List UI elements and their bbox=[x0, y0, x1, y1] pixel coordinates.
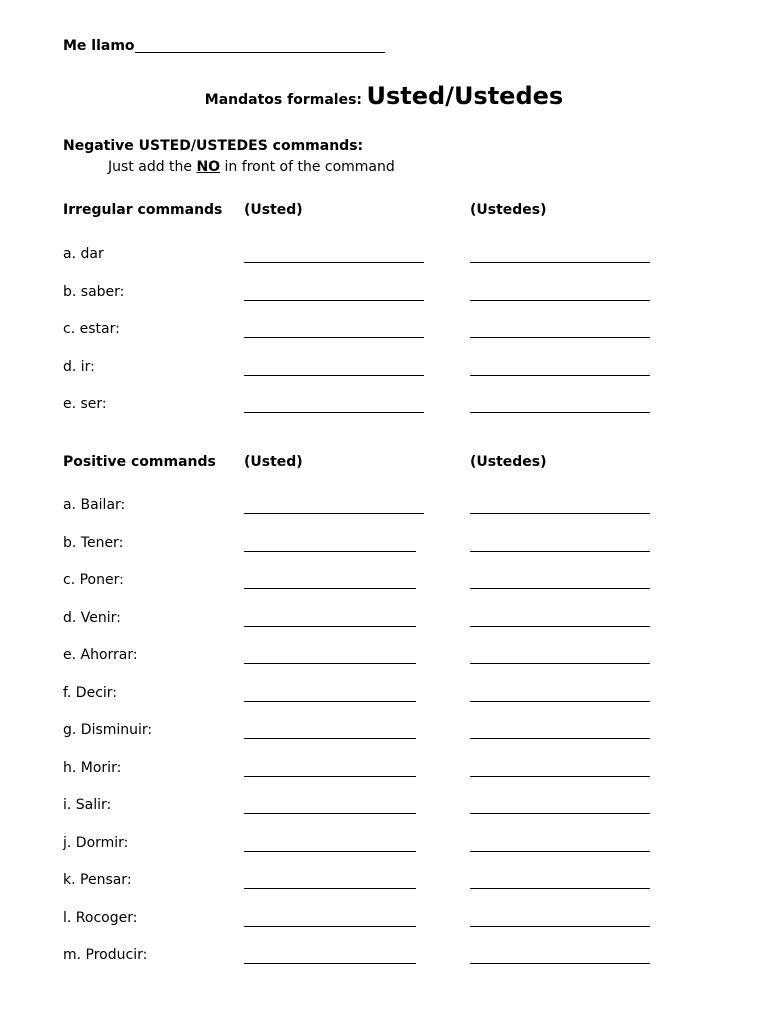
usted-answer-line[interactable] bbox=[244, 412, 424, 413]
usted-answer-line[interactable] bbox=[244, 588, 416, 589]
title-prefix: Mandatos formales: bbox=[204, 92, 363, 108]
usted-answer-line[interactable] bbox=[244, 851, 416, 852]
ustedes-answer-line[interactable] bbox=[470, 262, 650, 263]
item-label: j. Dormir: bbox=[63, 834, 129, 851]
usted-answer-line[interactable] bbox=[244, 776, 416, 777]
positive-col-ustedes: (Ustedes) bbox=[470, 454, 547, 470]
usted-answer-line[interactable] bbox=[244, 701, 416, 702]
ustedes-answer-line[interactable] bbox=[470, 300, 650, 301]
ustedes-answer-line[interactable] bbox=[470, 412, 650, 413]
item-label: g. Disminuir: bbox=[63, 722, 153, 738]
ustedes-answer-line[interactable] bbox=[470, 337, 650, 338]
usted-answer-line[interactable] bbox=[244, 375, 424, 376]
positive-col-usted: (Usted) bbox=[244, 454, 303, 470]
usted-answer-line[interactable] bbox=[244, 262, 424, 263]
item-label: b. saber: bbox=[63, 283, 125, 300]
ustedes-answer-line[interactable] bbox=[470, 926, 650, 927]
positive-heading: Positive commands bbox=[63, 454, 216, 470]
ustedes-answer-line[interactable] bbox=[470, 626, 650, 627]
item-label: c. estar: bbox=[63, 321, 120, 338]
item-label: a. dar bbox=[63, 246, 104, 262]
instruction-before: Just add the bbox=[108, 159, 193, 175]
usted-answer-line[interactable] bbox=[244, 738, 416, 739]
usted-answer-line[interactable] bbox=[244, 551, 416, 552]
negative-instruction bbox=[108, 159, 395, 175]
item-label: b. Tener: bbox=[63, 534, 124, 551]
instruction-after: in front of the command bbox=[224, 159, 395, 175]
ustedes-answer-line[interactable] bbox=[470, 701, 650, 702]
ustedes-answer-line[interactable] bbox=[470, 888, 650, 889]
usted-answer-line[interactable] bbox=[244, 300, 424, 301]
ustedes-answer-line[interactable] bbox=[470, 663, 650, 664]
ustedes-answer-line[interactable] bbox=[470, 963, 650, 964]
item-label: f. Decir: bbox=[63, 684, 118, 701]
ustedes-answer-line[interactable] bbox=[470, 513, 650, 514]
ustedes-answer-line[interactable] bbox=[470, 551, 650, 552]
irregular-col-ustedes: (Ustedes) bbox=[470, 202, 547, 218]
ustedes-answer-line[interactable] bbox=[470, 776, 650, 777]
ustedes-answer-line[interactable] bbox=[470, 813, 650, 814]
usted-answer-line[interactable] bbox=[244, 963, 416, 964]
ustedes-answer-line[interactable] bbox=[470, 851, 650, 852]
item-label: e. ser: bbox=[63, 396, 107, 413]
item-label: a. Bailar: bbox=[63, 497, 126, 513]
item-label: l. Rocoger: bbox=[63, 909, 138, 926]
usted-answer-line[interactable] bbox=[244, 626, 416, 627]
instruction-no: NO bbox=[196, 159, 221, 175]
usted-answer-line[interactable] bbox=[244, 813, 416, 814]
usted-answer-line[interactable] bbox=[244, 513, 424, 514]
ustedes-answer-line[interactable] bbox=[470, 738, 650, 739]
item-label: h. Morir: bbox=[63, 759, 122, 776]
ustedes-answer-line[interactable] bbox=[470, 588, 650, 589]
item-label: m. Producir: bbox=[63, 947, 148, 963]
usted-answer-line[interactable] bbox=[244, 337, 424, 338]
ustedes-answer-line[interactable] bbox=[470, 375, 650, 376]
irregular-heading: Irregular commands bbox=[63, 202, 223, 218]
item-label: d. ir: bbox=[63, 358, 95, 375]
usted-answer-line[interactable] bbox=[244, 663, 416, 664]
item-label: d. Venir: bbox=[63, 609, 121, 626]
title-main: Usted/Ustedes bbox=[366, 82, 564, 110]
name-label: Me llamo bbox=[63, 38, 135, 54]
item-label: e. Ahorrar: bbox=[63, 647, 138, 663]
usted-answer-line[interactable] bbox=[244, 888, 416, 889]
usted-answer-line[interactable] bbox=[244, 926, 416, 927]
irregular-col-usted: (Usted) bbox=[244, 202, 303, 218]
page-title bbox=[0, 82, 768, 110]
item-label: c. Poner: bbox=[63, 572, 124, 588]
negative-heading: Negative USTED/USTEDES commands: bbox=[63, 138, 364, 154]
item-label: i. Salir: bbox=[63, 797, 112, 813]
name-blank-line[interactable] bbox=[135, 52, 385, 53]
item-label: k. Pensar: bbox=[63, 872, 132, 888]
